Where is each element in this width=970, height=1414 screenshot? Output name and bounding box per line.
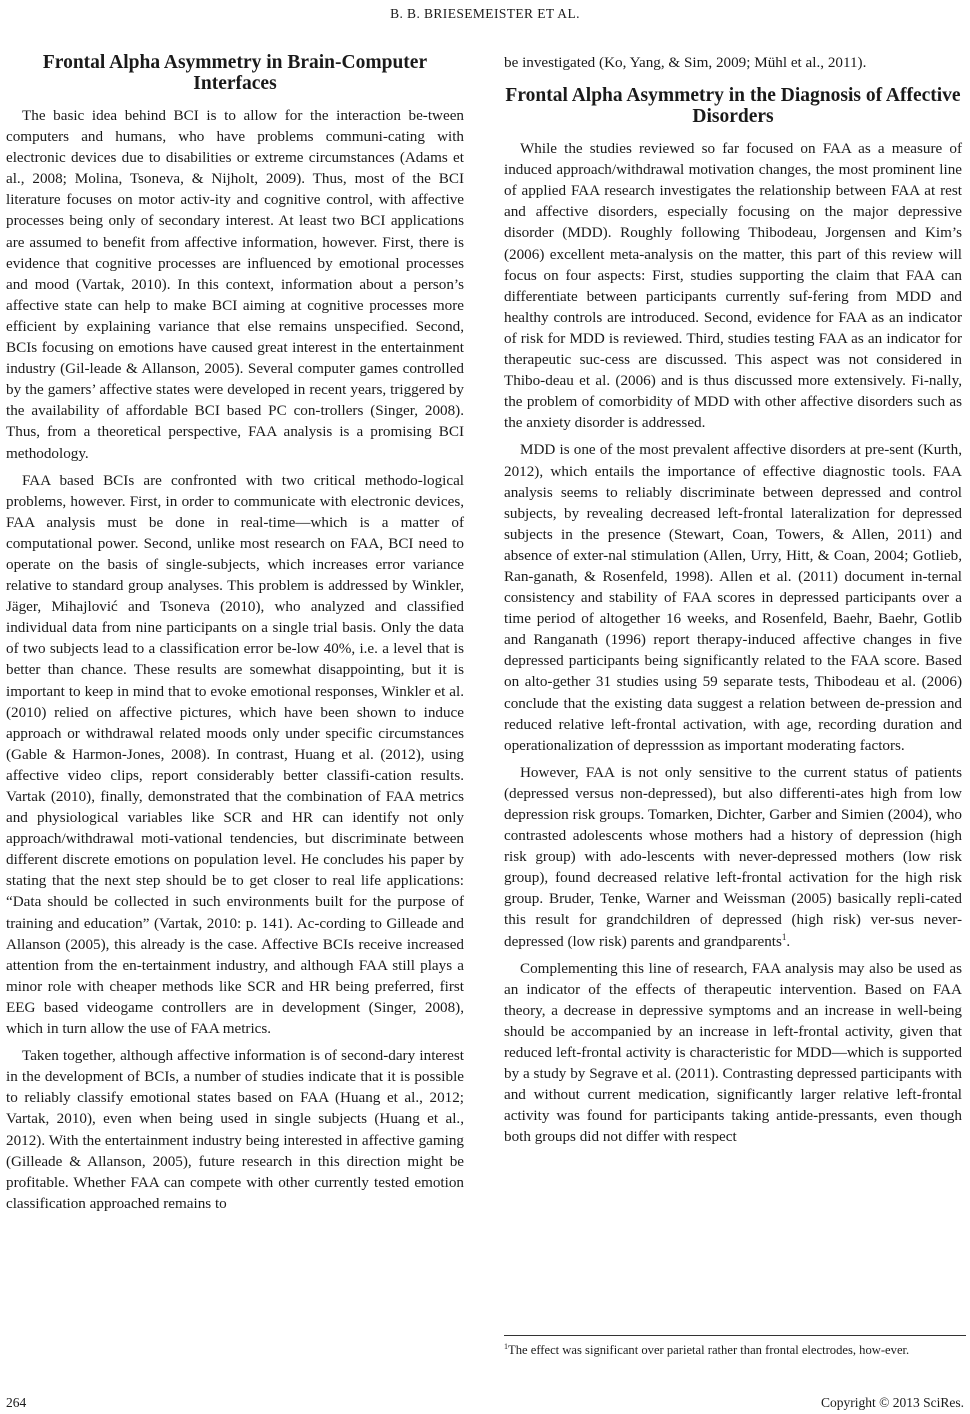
paragraph: The basic idea behind BCI is to allow for the interaction be-tween computers and humans, who have problems communi-cating with electronic devices due to disabilities or extreme circumstances (Adams et al., 2008; Molina, Tsoneva, & Nijholt, 2009). Thus, most of the BCI literature focuses on motor activ-ity and cognitive control, with affective processes being only of secondary interest. At least two BCI applications are assumed to benefit from affective information, however. First, there is evidence that cognitive processes are influenced by emotional processes and mood (Vartak, 2010). In this context, information about a person’s affective state can help to make BCI aiming at cognitive processes more efficient by explaining variance that else remains unspecified. Second, BCIs focusing on emotions have caused great interest in the entertainment industry (Gil-leade & Allanson, 2005). Several computer games controlled by the gamers’ affective states were developed in recent years, triggered by the availability of affordable BCI based PC con-trollers (Singer, 2008). Thus, from a theoretical perspective, FAA analysis is a promising BCI methodology. bbox=[6, 107, 464, 462]
paragraph-continuation: be investigated (Ko, Yang, & Sim, 2009; Mühl et al., 2011). bbox=[504, 54, 867, 71]
footnote-marker: 1 bbox=[504, 1342, 508, 1351]
sentence-period: . bbox=[786, 932, 791, 950]
section-title-bci: Frontal Alpha Asymmetry in Brain-Computer Interfaces bbox=[42, 52, 428, 94]
paragraph: MDD is one of the most prevalent affective disorders at pre-sent (Kurth, 2012), which entails the importance of effective diagnostic tools. FAA analysis seems to reliably discriminate between depressed and control subjects, by revealing decreased left-frontal lateralization for depressed subjects in the presence (Stewart, Coan, Towers, & Allen, 2011) and absence of exter-nal stimulation (Allen, Urry, Hitt, & Coan, 2004; Gotlieb, Ran-ganath, & Rosenfeld, 1998). Allen et al. (2011) document in-ternal consistency and stability of FAA scores in depressed participants over a time period of altogether 16 weeks, and Rosenfeld, Baehr, Baehr, Gotlib and Ranganath (1996) report therapy-induced affective changes in five depressed participants being significantly related to the FAA score. Based on alto-gether 31 studies using 59 separate tests, Thibodeau et al. (2006) conclude that the existing data suggest a relation between de-pression and reduced relative left-frontal activation, with age, recording duration and operationalization of depresssion as important moderating factors. bbox=[504, 441, 962, 754]
paragraph: Taken together, although affective information is of second-dary interest in the development of BCIs, a number of studies indicate that it is possible to reliably classify emotional states based on FAA (Huang et al., 2012; Vartak, 2010), even when being used in single subjects (Huang et al., 2012). With the entertainment industry being interested in affective gaming (Gilleade & Allanson, 2005), future research in this direction might be profitable. Whether FAA can compete with other currently tested emotion classification approached remains to bbox=[6, 1047, 464, 1212]
footnote-text: The effect was significant over parietal rather than frontal electrodes, how-ever. bbox=[508, 1343, 910, 1357]
paragraph: While the studies reviewed so far focused on FAA as a measure of induced approach/withdrawal motivation changes, the most prominent line of applied FAA research investigates the relationship between FAA at rest and affective disorders, especially focusing on the major depressive disorder (MDD). Roughly following Thibodeau, Jorgensen and Kim’s (2006) excellent meta-analysis on the matter, this part of this review will focus on four aspects: First, studies supporting the claim that FAA can differentiate between participants currently suf-fering from MDD and healthy controls are introduced. Second, evidence for FAA as an indicator of risk for MDD is reviewed. Third, studies testing FAA as an indicator for therapeutic suc-cess are discussed. This aspect was not considered in Thibo-deau et al. (2006) and is thus discussed more extensively. Fi-nally, the problem of comorbidity of MDD with other affective disorders such as the anxiety disorder is addressed. bbox=[504, 140, 962, 432]
left-column bbox=[6, 52, 464, 1214]
paragraph-with-footnote bbox=[504, 762, 962, 952]
paragraph: Complementing this line of research, FAA analysis may also be used as an indicator of the effects of therapeutic intervention. Based on FAA theory, a decrease in depressive symptoms and an increase in well-being should be accompanied by an increase in left-frontal activity, given that reduced left-frontal activity is characteristic for MDD—which is supported by a study by Segrave et al. (2011). Contrasting depressed participants with and without current medication, significantly larger relative left-frontal activity was found for participants taking antide-pressants, even though both groups did not differ with respect bbox=[504, 959, 962, 1146]
footnote-reference[interactable]: 1 bbox=[781, 931, 787, 942]
page-number: 264 bbox=[6, 1395, 27, 1410]
copyright-notice: Copyright © 2013 SciRes. bbox=[820, 1395, 964, 1410]
section-title-affective-disorders: Frontal Alpha Asymmetry in the Diagnosis of Affective Disorders bbox=[505, 85, 961, 128]
footnote-divider bbox=[504, 1335, 966, 1336]
paragraph-text: However, FAA is not only sensitive to the current status of patients (depressed versus non-depressed), but also differenti-ates high from low depression risk groups. Tomarken, Dichter, Garber and Simien (2004), who contrasted adolescents whose mothers had a history of depression (high risk group) with ado-lescents with never-depressed mothers (low risk group), found decreased relative left-frontal activation for the high risk group. Bruder, Tenke, Warner and Weissman (2005) basically repli-cated this result for grandchildren of depressed (high risk) ver-sus never-depressed (low risk) parents and grandparents bbox=[504, 763, 962, 950]
paragraph: FAA based BCIs are confronted with two critical methodo-logical problems, however. First, in order to communicate with electronic devices, FAA analysis must be done in real-time—which is a matter of computational power. Second, unlike most research on FAA, BCI need to operate on the basis of single-subjects, which increases error variance relative to standard group analyses. This problem is addressed by Winkler, Jäger, Mihajlović and Tsoneva (2010), who analyzed and classified individual data from nine participants on a single trial basis. Only the data of two subjects lead to a classification error be-low 40%, i.e. a level that is better than chance. These results are somewhat disappointing, but it is important to keep in mind that to evoke emotional responses, Winkler et al. (2010) relied on affective pictures, which have been shown to induce approach or withdrawal related moods only under specific circumstances (Gable & Harmon-Jones, 2008). In contrast, Huang et al. (2012), using affective video clips, report considerably better classifi-cation results. Vartak (2010), finally, demonstrated that the combination of FAA metrics and physiological variables like SCR and HR can identify not only approach/withdrawal moti-vational tendencies, but discriminate between different discrete emotions on population level. He concludes his paper by stating that the next step should be to get closer to real life applications: “Data should be collected in such environments built for the purpose of training and education” (Vartak, 2010: p. 141). Ac-cording to Gilleade and Allanson (2005), this already is the case. Affective BCIs receive increased attention from the en-tertainment industry, and although FAA still plays a minor role with cheaper methods like SCR and HR being preferred, first EEG based videogame controllers are in development (Singer, 2008), which in turn allow the use of FAA metrics. bbox=[6, 471, 464, 1038]
footnote bbox=[504, 1342, 964, 1359]
right-column bbox=[504, 52, 962, 1148]
running-head: B. B. BRIESEMEISTER ET AL. bbox=[390, 6, 580, 21]
